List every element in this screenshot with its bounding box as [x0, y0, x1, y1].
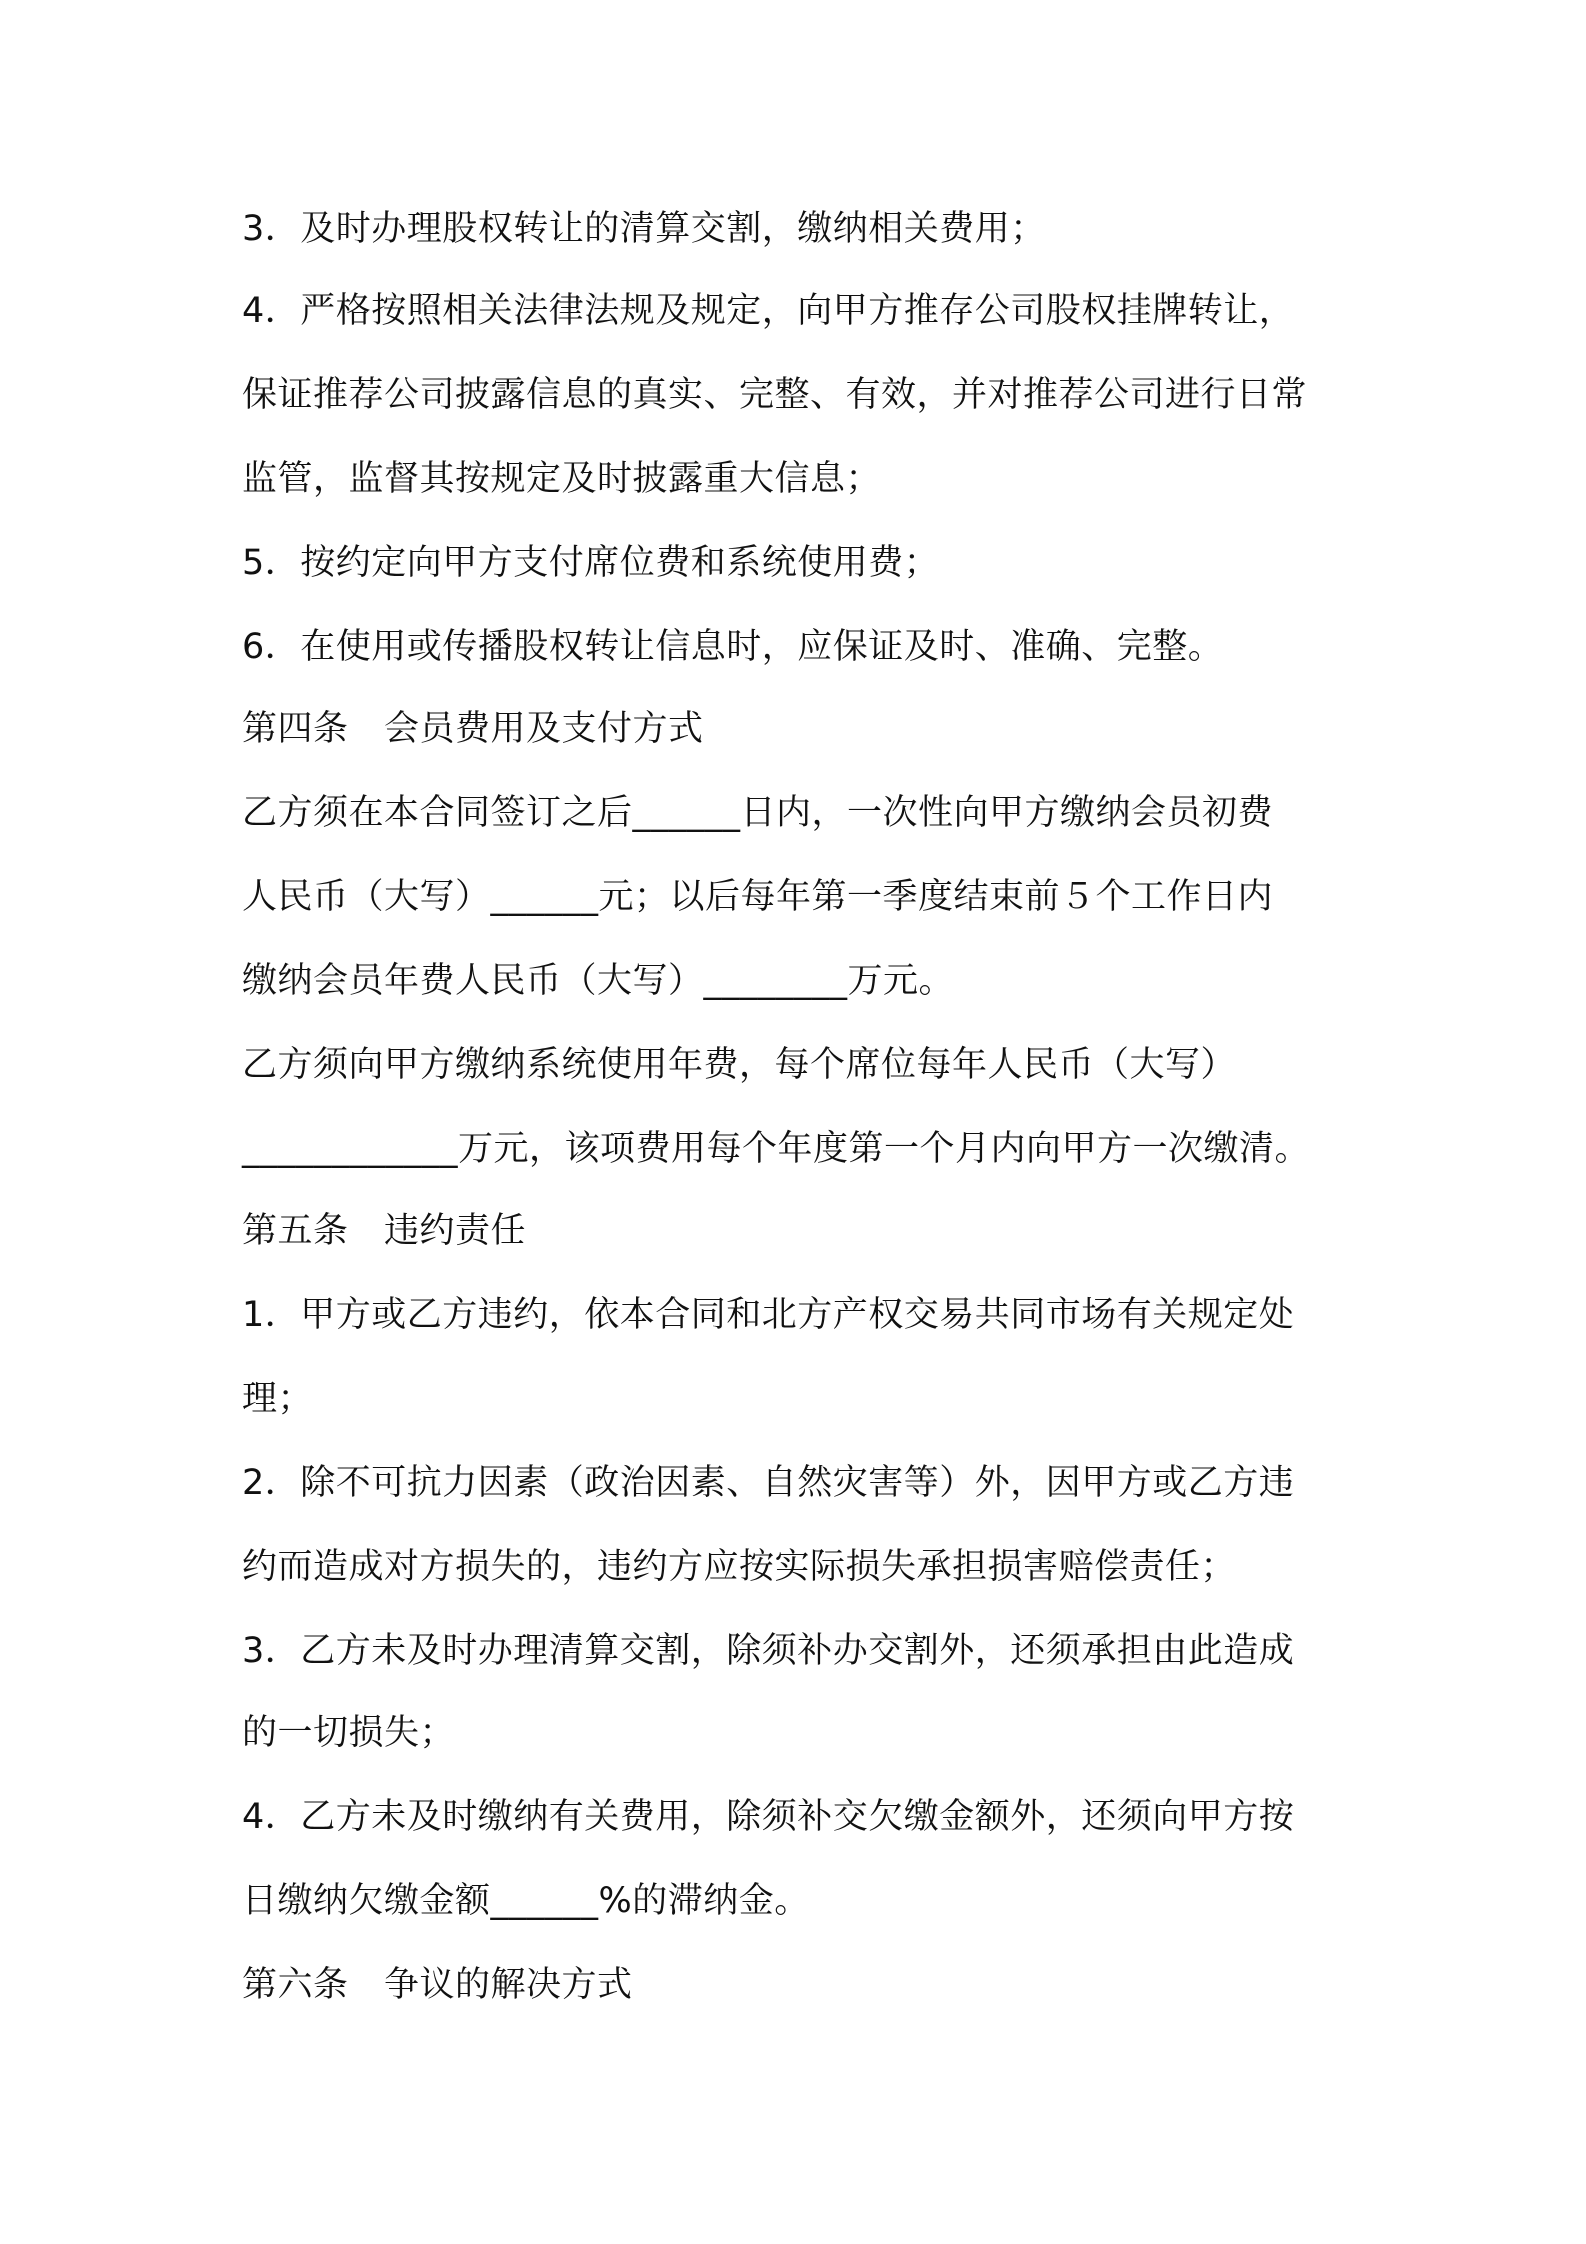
article-4-para-1-line-3: 缴纳会员年费人民币（大写）________万元。: [242, 961, 955, 1001]
clause-3-4-line-3: 监管，监督其按规定及时披露重大信息；: [242, 459, 882, 499]
clause-5-3-line-2: 的一切损失；: [242, 1713, 456, 1753]
clause-5-4-line-1: 4．乙方未及时缴纳有关费用，除须补交欠缴金额外，还须向甲方按: [242, 1797, 1295, 1837]
clause-3-6: 6．在使用或传播股权转让信息时，应保证及时、准确、完整。: [242, 627, 1224, 667]
article-4-para-1-line-1: 乙方须在本合同签订之后______日内，一次性向甲方缴纳会员初费: [242, 793, 1274, 833]
clause-5-1-line-2: 理；: [242, 1379, 314, 1419]
clause-5-3-line-1: 3．乙方未及时办理清算交割，除须补办交割外，还须承担由此造成: [242, 1631, 1295, 1671]
clause-3-3: 3．及时办理股权转让的清算交割，缴纳相关费用；: [242, 209, 1046, 249]
clause-5-2-line-2: 约而造成对方损失的，违约方应按实际损失承担损害赔偿责任；: [242, 1547, 1237, 1587]
article-4-para-2-line-2: ____________万元，该项费用每个年度第一个月内向甲方一次缴清。: [242, 1129, 1311, 1169]
article-4-heading: 第四条 会员费用及支付方式: [242, 709, 704, 749]
article-5-heading: 第五条 违约责任: [242, 1211, 527, 1251]
clause-3-5: 5．按约定向甲方支付席位费和系统使用费；: [242, 543, 940, 583]
clause-5-1-line-1: 1．甲方或乙方违约，依本合同和北方产权交易共同市场有关规定处: [242, 1295, 1295, 1335]
clause-5-2-line-1: 2．除不可抗力因素（政治因素、自然灾害等）外，因甲方或乙方违: [242, 1463, 1295, 1503]
article-6-heading: 第六条 争议的解决方式: [242, 1965, 633, 2005]
clause-3-4-line-1: 4．严格按照相关法律法规及规定，向甲方推存公司股权挂牌转让，: [242, 291, 1295, 331]
clause-3-4-line-2: 保证推荐公司披露信息的真实、完整、有效，并对推荐公司进行日常: [242, 375, 1308, 415]
clause-5-4-line-2: 日缴纳欠缴金额______%的滞纳金。: [242, 1881, 810, 1921]
article-4-para-2-line-1: 乙方须向甲方缴纳系统使用年费，每个席位每年人民币（大写）: [242, 1045, 1237, 1085]
article-4-para-1-line-2: 人民币（大写）______元；以后每年第一季度结束前５个工作日内: [242, 877, 1274, 917]
